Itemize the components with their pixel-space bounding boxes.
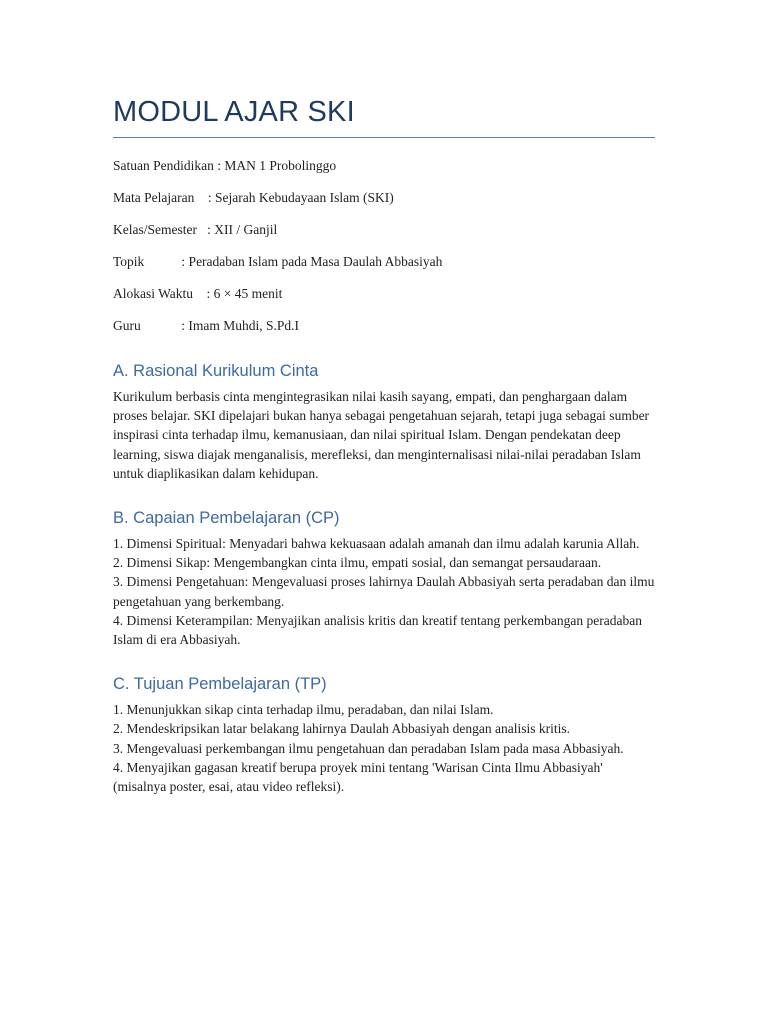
section-rasional — [113, 362, 655, 483]
meta-guru: Guru : Imam Muhdi, S.Pd.I — [113, 318, 300, 333]
list-item: 1. Dimensi Spiritual: Menyadari bahwa kekuasaan adalah amanah dan ilmu adalah karunia Allah. — [113, 536, 640, 552]
document-title: MODUL AJAR SKI — [113, 96, 355, 128]
section-capaian-pembelajaran — [113, 509, 655, 649]
section-heading: B. Capaian Pembelajaran (CP) — [113, 509, 340, 528]
list-item: 2. Mendeskripsikan latar belakang lahirnya Daulah Abbasiyah dengan analisis kritis. — [113, 721, 571, 737]
title-underline — [113, 137, 655, 138]
list-item: 2. Dimensi Sikap: Mengembangkan cinta ilmu, empati sosial, dan semangat persaudaraan. — [113, 555, 602, 571]
list-item: 4. Menyajikan gagasan kreatif berupa proyek mini tentang 'Warisan Cinta Ilmu Abbasiyah' (misalnya poster, esai, atau video refleksi). — [113, 759, 603, 795]
list-item: 3. Mengevaluasi perkembangan ilmu pengetahuan dan peradaban Islam pada masa Abbasiyah. — [113, 740, 624, 756]
meta-alokasi-waktu: Alokasi Waktu : 6 × 45 menit — [113, 286, 283, 301]
meta-mata-pelajaran: Mata Pelajaran : Sejarah Kebudayaan Islam (SKI) — [113, 190, 394, 205]
cp-list — [113, 534, 655, 649]
section-heading: C. Tujuan Pembelajaran (TP) — [113, 675, 327, 694]
section-tujuan-pembelajaran — [113, 675, 655, 796]
meta-block — [113, 150, 655, 342]
meta-kelas-semester: Kelas/Semester : XII / Ganjil — [113, 222, 278, 237]
section-paragraph: Kurikulum berbasis cinta mengintegrasikan nilai kasih sayang, empati, dan penghargaan dalam proses belajar. SKI dipelajari bukan hanya sebagai pengetahuan sejarah, tetapi juga sebagai sumber inspirasi cinta terhadap ilmu, kemanusiaan, dan nilai spiritual Islam. Dengan pendekatan deep learning, siswa diajak menganalisis, merefleksi, dan menginternalisasi nilai-nilai peradaban Islam untuk diaplikasikan dalam kehidupan. — [113, 389, 650, 481]
list-item: 4. Dimensi Keterampilan: Menyajikan analisis kritis dan kreatif tentang perkembangan peradaban Islam di era Abbasiyah. — [113, 612, 642, 648]
section-heading: A. Rasional Kurikulum Cinta — [113, 362, 319, 380]
tp-list — [113, 700, 655, 796]
meta-satuan-pendidikan: Satuan Pendidikan : MAN 1 Probolinggo — [113, 158, 337, 173]
list-item: 3. Dimensi Pengetahuan: Mengevaluasi proses lahirnya Daulah Abbasiyah serta peradaban dan ilmu pengetahuan yang berkembang. — [113, 574, 655, 609]
list-item: 1. Menunjukkan sikap cinta terhadap ilmu, peradaban, dan nilai Islam. — [113, 702, 494, 718]
meta-topik: Topik : Peradaban Islam pada Masa Daulah Abbasiyah — [113, 254, 443, 269]
